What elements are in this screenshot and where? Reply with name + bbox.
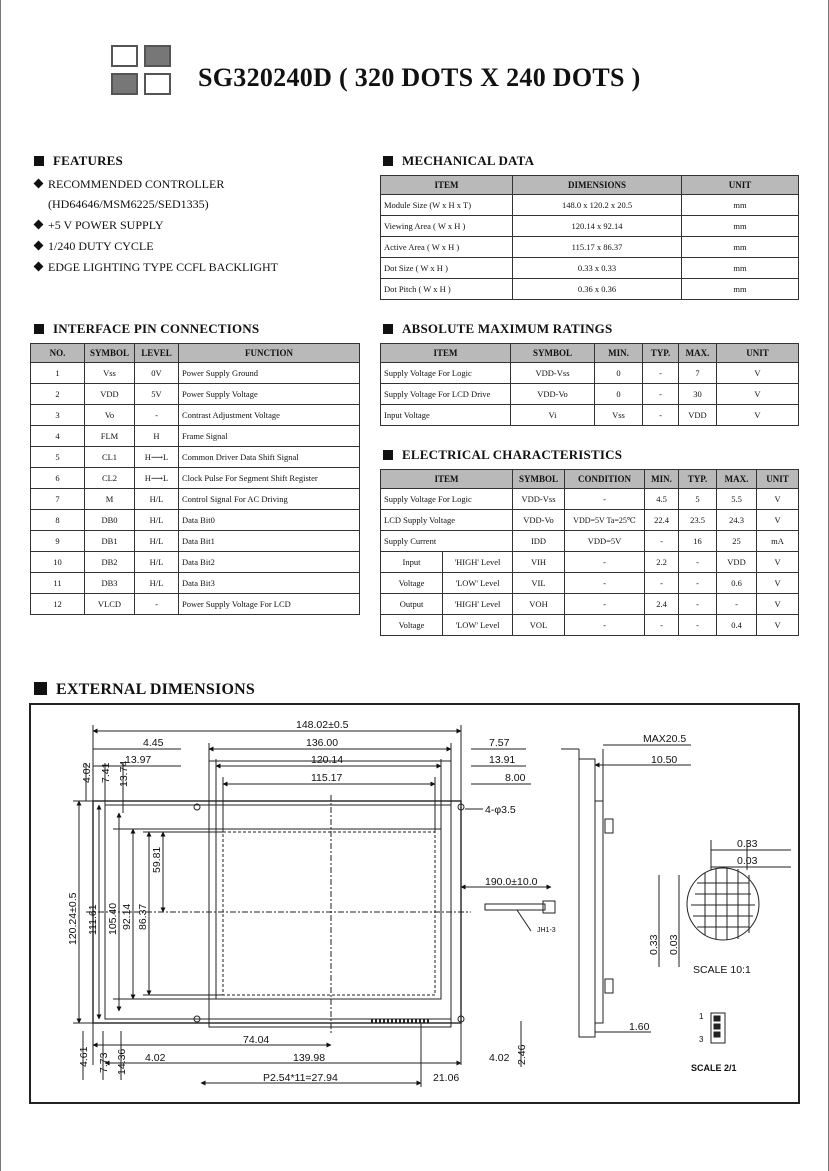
- company-logo: [111, 45, 173, 97]
- feature-item: 1/240 DUTY CYCLE: [34, 239, 154, 254]
- cell: Supply Voltage For LCD Drive: [381, 384, 511, 405]
- cell: Input Voltage: [381, 405, 511, 426]
- cell: V: [757, 594, 799, 615]
- cell: VDD-Vss: [513, 489, 565, 510]
- table-row: [31, 447, 360, 468]
- cell: Data Bit1: [179, 531, 360, 552]
- cell: Dot Pitch ( W x H ): [381, 279, 513, 300]
- cell: mm: [682, 279, 799, 300]
- cell: 6: [31, 468, 85, 489]
- cell: Viewing Area ( W x H ): [381, 216, 513, 237]
- diamond-bullet-icon: [34, 262, 44, 272]
- table-header-row: [31, 344, 360, 363]
- dim-label: 148.02±0.5: [296, 719, 349, 731]
- table-row: [381, 489, 799, 510]
- cell: Vss: [85, 363, 135, 384]
- dim-label: 14.36: [116, 1048, 128, 1075]
- dim-label: 8.00: [505, 772, 526, 784]
- column-header: MIN.: [645, 470, 679, 489]
- electrical-table: [380, 469, 799, 636]
- cell: VIL: [513, 573, 565, 594]
- cell: 0: [595, 363, 643, 384]
- cell: 12: [31, 594, 85, 615]
- table-header-row: [381, 176, 799, 195]
- dim-label: 105.40: [107, 902, 119, 935]
- cell: VDD-Vo: [513, 510, 565, 531]
- cell: Output: [381, 594, 443, 615]
- cell: mm: [682, 216, 799, 237]
- cell: 0.36 x 0.36: [513, 279, 682, 300]
- cell: H/L: [135, 489, 179, 510]
- dim-label: 4.61: [78, 1046, 90, 1067]
- cell: Clock Pulse For Segment Shift Register: [179, 468, 360, 489]
- table-row: [31, 552, 360, 573]
- cell: 0: [595, 384, 643, 405]
- cell: 'LOW' Level: [443, 573, 513, 594]
- page-title: SG320240D ( 320 DOTS X 240 DOTS ): [198, 63, 641, 92]
- cell: 5: [679, 489, 717, 510]
- cell: Supply Voltage For Logic: [381, 489, 513, 510]
- dot-grid: [691, 868, 755, 940]
- cell: Data Bit2: [179, 552, 360, 573]
- dim-label: 4.02: [489, 1052, 510, 1064]
- cell: VDD: [85, 384, 135, 405]
- table-row: [381, 615, 799, 636]
- dim-label: 111.61: [87, 904, 99, 935]
- dim-label: 7.57: [489, 737, 510, 749]
- cell: mm: [682, 258, 799, 279]
- cell: -: [565, 594, 645, 615]
- dim-label: 190.0±10.0: [485, 876, 538, 888]
- cell: 115.17 x 86.37: [513, 237, 682, 258]
- feature-item: RECOMMENDED CONTROLLER: [34, 177, 224, 192]
- cell: H⟶L: [135, 447, 179, 468]
- dim-label: 115.17: [311, 772, 343, 784]
- cell: 'HIGH' Level: [443, 594, 513, 615]
- cell: Input: [381, 552, 443, 573]
- cell: -: [679, 573, 717, 594]
- table-row: [381, 405, 799, 426]
- cell: -: [643, 384, 679, 405]
- dim-label: 136.00: [306, 737, 339, 749]
- cell: V: [757, 489, 799, 510]
- table-row: [31, 573, 360, 594]
- cell: 10: [31, 552, 85, 573]
- cell: 7: [31, 489, 85, 510]
- cell: -: [643, 405, 679, 426]
- column-header: SYMBOL: [85, 344, 135, 363]
- cell: 0.33 x 0.33: [513, 258, 682, 279]
- cell: Contrast Adjustment Voltage: [179, 405, 360, 426]
- interface-pin-table: [30, 343, 360, 615]
- table-row: [31, 363, 360, 384]
- table-row: [381, 594, 799, 615]
- bullet-square-icon: [34, 324, 44, 334]
- cell: 1: [31, 363, 85, 384]
- cell: DB2: [85, 552, 135, 573]
- cell: 5.5: [717, 489, 757, 510]
- absolute-ratings-heading: ABSOLUTE MAXIMUM RATINGS: [383, 321, 612, 337]
- dim-label: JH1-3: [537, 927, 556, 934]
- table-row: [381, 237, 799, 258]
- external-dimensions-heading: EXTERNAL DIMENSIONS: [34, 681, 255, 699]
- dim-label: 3: [699, 1035, 704, 1044]
- cell: -: [135, 594, 179, 615]
- cell: 2.4: [645, 594, 679, 615]
- cell: H/L: [135, 510, 179, 531]
- column-header: MIN.: [595, 344, 643, 363]
- cell: Power Supply Ground: [179, 363, 360, 384]
- table-row: [31, 531, 360, 552]
- column-header: SYMBOL: [511, 344, 595, 363]
- dim-label: 0.03: [668, 934, 680, 955]
- cell: -: [565, 615, 645, 636]
- dim-label: 21.06: [433, 1072, 460, 1084]
- bullet-square-icon: [34, 682, 47, 695]
- table-row: [31, 405, 360, 426]
- column-header: ITEM: [381, 470, 513, 489]
- cell: -: [565, 552, 645, 573]
- dim-label: 7.73: [98, 1052, 110, 1073]
- table-row: [381, 216, 799, 237]
- dim-label: P2.54*11=27.94: [263, 1072, 338, 1084]
- electrical-heading: ELECTRICAL CHARACTERISTICS: [383, 447, 622, 463]
- cell: mm: [682, 195, 799, 216]
- cell: -: [135, 405, 179, 426]
- dim-label: SCALE 2/1: [691, 1063, 737, 1073]
- table-row: [31, 426, 360, 447]
- column-header: MAX.: [717, 470, 757, 489]
- cell: 25: [717, 531, 757, 552]
- cell: DB3: [85, 573, 135, 594]
- column-header: UNIT: [682, 176, 799, 195]
- cell: VDD: [679, 405, 717, 426]
- cell: -: [643, 363, 679, 384]
- cell: 5V: [135, 384, 179, 405]
- cell: VDD: [717, 552, 757, 573]
- cell: 8: [31, 510, 85, 531]
- mechanical-heading: MECHANICAL DATA: [383, 153, 534, 169]
- connector-pin-icon: [714, 1024, 720, 1029]
- cell: DB0: [85, 510, 135, 531]
- cell: Vo: [85, 405, 135, 426]
- column-header: SYMBOL: [513, 470, 565, 489]
- cell: 'LOW' Level: [443, 615, 513, 636]
- cell: Voltage: [381, 573, 443, 594]
- dim-label: 0.33: [648, 934, 660, 955]
- cell: V: [757, 615, 799, 636]
- table-row: [31, 468, 360, 489]
- cell: Common Driver Data Shift Signal: [179, 447, 360, 468]
- column-header: FUNCTION: [179, 344, 360, 363]
- interface-heading: INTERFACE PIN CONNECTIONS: [34, 321, 259, 337]
- cell: LCD Supply Voltage: [381, 510, 513, 531]
- cell: VLCD: [85, 594, 135, 615]
- viewing-area: [216, 829, 441, 999]
- dim-label: 120.14: [311, 754, 344, 766]
- cell: 24.3: [717, 510, 757, 531]
- table-row: [381, 573, 799, 594]
- cell: Vi: [511, 405, 595, 426]
- dim-label: 1.60: [629, 1021, 650, 1033]
- cell: -: [645, 573, 679, 594]
- cell: Supply Current: [381, 531, 513, 552]
- table-row: [381, 363, 799, 384]
- cell: 'HIGH' Level: [443, 552, 513, 573]
- cell: 23.5: [679, 510, 717, 531]
- cell: -: [717, 594, 757, 615]
- dim-label: 139.98: [293, 1052, 326, 1064]
- table-row: [31, 594, 360, 615]
- dim-label: 0.03: [737, 855, 758, 867]
- feature-item: +5 V POWER SUPPLY: [34, 218, 163, 233]
- dim-label: 4.02: [81, 762, 93, 783]
- table-row: [31, 489, 360, 510]
- bullet-square-icon: [383, 450, 393, 460]
- features-heading: FEATURES: [34, 153, 123, 169]
- feature-item: EDGE LIGHTING TYPE CCFL BACKLIGHT: [34, 260, 278, 275]
- cell: 4.5: [645, 489, 679, 510]
- leader-line: [517, 910, 531, 931]
- cell: 22.4: [645, 510, 679, 531]
- cell: Module Size (W x H x T): [381, 195, 513, 216]
- cell: Vss: [595, 405, 643, 426]
- cell: -: [679, 615, 717, 636]
- cell: VIH: [513, 552, 565, 573]
- dim-label: MAX20.5: [643, 733, 687, 745]
- dim-label: 59.81: [151, 846, 163, 873]
- cell: V: [757, 573, 799, 594]
- diamond-bullet-icon: [34, 179, 44, 189]
- cell: mm: [682, 237, 799, 258]
- cell: 0V: [135, 363, 179, 384]
- cell: V: [717, 363, 799, 384]
- connector-pin-icon: [714, 1016, 720, 1021]
- side-view-backlight: [595, 801, 603, 1023]
- cell: H: [135, 426, 179, 447]
- cell: CL2: [85, 468, 135, 489]
- cell: VOH: [513, 594, 565, 615]
- cell: H/L: [135, 552, 179, 573]
- cell: Active Area ( W x H ): [381, 237, 513, 258]
- feature-item: (HD64646/MSM6225/SED1335): [48, 197, 209, 211]
- dim-label: 92.14: [121, 903, 133, 930]
- dim-label: 1: [699, 1012, 704, 1021]
- cell: VOL: [513, 615, 565, 636]
- column-header: TYP.: [679, 470, 717, 489]
- cell: Dot Size ( W x H ): [381, 258, 513, 279]
- cell: H/L: [135, 573, 179, 594]
- cell: M: [85, 489, 135, 510]
- column-header: LEVEL: [135, 344, 179, 363]
- cell: -: [679, 594, 717, 615]
- table-row: [381, 258, 799, 279]
- cell: 11: [31, 573, 85, 594]
- diamond-bullet-icon: [34, 241, 44, 251]
- cell: 0.6: [717, 573, 757, 594]
- column-header: DIMENSIONS: [513, 176, 682, 195]
- table-row: [381, 552, 799, 573]
- diamond-bullet-icon: [34, 220, 44, 230]
- table-row: [381, 510, 799, 531]
- dim-label: 86.37: [137, 903, 149, 930]
- cell: VDD=5V: [565, 531, 645, 552]
- dim-label: 4.45: [143, 737, 164, 749]
- cell: -: [645, 615, 679, 636]
- cell: VDD=5V Ta=25℃: [565, 510, 645, 531]
- cell: V: [757, 552, 799, 573]
- connector-pin-icon: [714, 1032, 720, 1037]
- side-view-tab: [605, 979, 613, 993]
- cell: Voltage: [381, 615, 443, 636]
- table-header-row: [381, 470, 799, 489]
- dim-label: 0.33: [737, 838, 758, 850]
- dim-label: 2.46: [516, 1044, 528, 1065]
- cell: 30: [679, 384, 717, 405]
- side-view-tab: [605, 819, 613, 833]
- table-header-row: [381, 344, 799, 363]
- cell: CL1: [85, 447, 135, 468]
- active-area: [223, 832, 435, 995]
- cell: 5: [31, 447, 85, 468]
- side-view-body: [579, 759, 595, 1037]
- cell: Power Supply Voltage For LCD: [179, 594, 360, 615]
- table-row: [31, 384, 360, 405]
- cell: 2: [31, 384, 85, 405]
- column-header: ITEM: [381, 344, 511, 363]
- ccfl-cable: [485, 904, 545, 910]
- table-row: [381, 279, 799, 300]
- column-header: MAX.: [679, 344, 717, 363]
- dim-label: 120.24±0.5: [67, 892, 79, 945]
- cell: Control Signal For AC Driving: [179, 489, 360, 510]
- cell: VDD-Vss: [511, 363, 595, 384]
- cell: V: [757, 510, 799, 531]
- cell: 4: [31, 426, 85, 447]
- external-dimensions-drawing: [29, 703, 800, 1104]
- cell: 9: [31, 531, 85, 552]
- cell: Data Bit3: [179, 573, 360, 594]
- dim-label: 4-φ3.5: [485, 804, 516, 816]
- dim-label: 7.41: [100, 762, 112, 783]
- cell: -: [679, 552, 717, 573]
- table-row: [31, 510, 360, 531]
- cell: 148.0 x 120.2 x 20.5: [513, 195, 682, 216]
- cell: 0.4: [717, 615, 757, 636]
- cell: -: [565, 573, 645, 594]
- cell: FLM: [85, 426, 135, 447]
- table-row: [381, 384, 799, 405]
- cell: -: [645, 531, 679, 552]
- bullet-square-icon: [34, 156, 44, 166]
- dimension-drawing-svg: [31, 705, 798, 1102]
- cell: V: [717, 384, 799, 405]
- bullet-square-icon: [383, 156, 393, 166]
- bullet-square-icon: [383, 324, 393, 334]
- cell: -: [565, 489, 645, 510]
- column-header: ITEM: [381, 176, 513, 195]
- table-row: [381, 531, 799, 552]
- dim-label: 13.91: [489, 754, 516, 766]
- column-header: UNIT: [757, 470, 799, 489]
- dim-label: SCALE 10:1: [693, 964, 751, 976]
- cell: 7: [679, 363, 717, 384]
- cell: Supply Voltage For Logic: [381, 363, 511, 384]
- dim-label: 74.04: [243, 1034, 270, 1046]
- cell: Data Bit0: [179, 510, 360, 531]
- cell: Power Supply Voltage: [179, 384, 360, 405]
- cell: Frame Signal: [179, 426, 360, 447]
- dim-label: 13.97: [125, 754, 152, 766]
- cell: 16: [679, 531, 717, 552]
- absolute-ratings-table: [380, 343, 799, 426]
- dim-label: 10.50: [651, 754, 678, 766]
- cell: V: [717, 405, 799, 426]
- dim-label: 4.02: [145, 1052, 166, 1064]
- cell: VDD-Vo: [511, 384, 595, 405]
- column-header: TYP.: [643, 344, 679, 363]
- cell: mA: [757, 531, 799, 552]
- column-header: CONDITION: [565, 470, 645, 489]
- cell: 120.14 x 92.14: [513, 216, 682, 237]
- magnified-dot-view: [687, 868, 759, 940]
- dim-label: 13.74: [118, 760, 130, 787]
- mechanical-data-table: [380, 175, 799, 300]
- cell: DB1: [85, 531, 135, 552]
- column-header: UNIT: [717, 344, 799, 363]
- cell: 2.2: [645, 552, 679, 573]
- cell: 3: [31, 405, 85, 426]
- cell: H⟶L: [135, 468, 179, 489]
- cell: H/L: [135, 531, 179, 552]
- cell: IDD: [513, 531, 565, 552]
- column-header: NO.: [31, 344, 85, 363]
- table-row: [381, 195, 799, 216]
